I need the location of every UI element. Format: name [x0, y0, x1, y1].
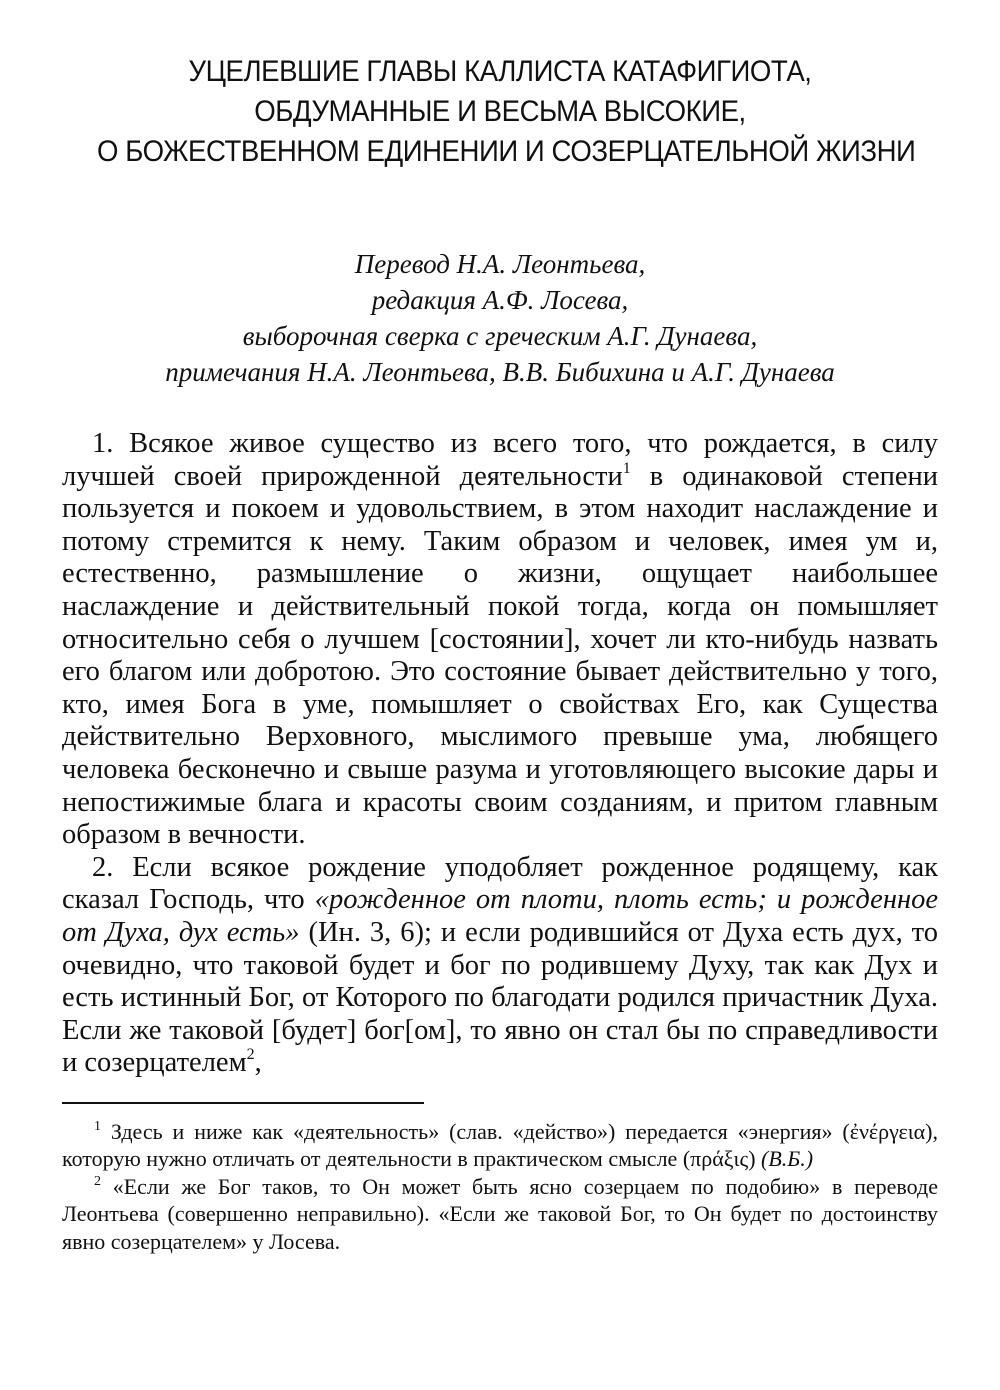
- paragraph-text: ,: [254, 1047, 262, 1079]
- credit-line: редакция А.Ф. Лосева,: [371, 285, 629, 315]
- paragraph-text: 2. Если всякое рождение уподобляет рожденное родящему, как сказал Господь, что: [62, 851, 938, 916]
- credit-line: примечания Н.А. Леонтьева, В.В. Бибихина и А.Г. Дунаева: [165, 357, 835, 387]
- main-text: [62, 428, 938, 1080]
- paragraph-text: 1. Всякое живое существо из всего того, что рождается, в силу лучшей своей прирожденной деятельности: [62, 428, 938, 492]
- footnote-text: Здесь и ниже как «деятельность» (слав. «действо») передается «энергия» (ἐνέργεια), которую нужно отличать от деятельности в практическом смысле (πράξις): [62, 1118, 938, 1172]
- credit-line: Перевод Н.А. Леонтьева,: [354, 249, 646, 279]
- footnote-reference[interactable]: 1: [622, 459, 631, 477]
- footnote-1: [62, 1118, 938, 1173]
- footnotes: [62, 1118, 938, 1256]
- footnote-author: (В.Б.): [761, 1146, 814, 1172]
- paragraph-2: [62, 852, 938, 1080]
- document-title: [97, 52, 916, 172]
- paragraph-text: (Ин. 3, 6); и если родившийся от Духа есть дух, то очевидно, что таковой будет и бог по родившему Духу, так как Дух и есть истинный Бог, от Которого по благодати родился причастник Духа. Если же таковой [будет] бог[ом], то явно он стал бы по справедливости и созерцателем: [62, 916, 939, 1079]
- footnote-number: 1: [94, 1118, 101, 1134]
- title-line: О БОЖЕСТВЕННОМ ЕДИНЕНИИ И СОЗЕРЦАТЕЛЬНОЙ ЖИЗНИ: [97, 135, 916, 168]
- title-line: ОБДУМАННЫЕ И ВЕСЬМА ВЫСОКИЕ,: [254, 95, 746, 128]
- title-line: УЦЕЛЕВШИЕ ГЛАВЫ КАЛЛИСТА КАТАФИГИОТА,: [188, 55, 812, 88]
- document-page: [62, 52, 938, 1255]
- translation-credits: [62, 246, 938, 390]
- scripture-quote: «рожденное от плоти, плоть есть; и рожденное от Духа, дух есть»: [62, 884, 938, 948]
- footnote-divider: [62, 1102, 424, 1104]
- footnote-number: 2: [94, 1173, 101, 1189]
- paragraph-text: в одинаковой степени пользуется и покоем и удовольствием, в этом находит наслаждение и потому стремится к нему. Таким образом и человек, имея ум и, естественно, размышление о жизни, ощущает наибольшее наслаждение и действительный покой тогда, когда он помышляет относительно себя о лучшем [состоянии], хочет ли кто-нибудь назвать его благом или добротою. Это состояние бывает действительно у того, кто, имея Бога в уме, помышляет о свойствах Его, как Существа действительно Верховного, мыслимого превыше ума, любящего человека бесконечно и свыше разума и уготовляющего высокие дары и непостижимые блага и красоты своим созданиям, и притом главным образом в вечности.: [62, 460, 938, 851]
- paragraph-1: [62, 428, 938, 852]
- footnote-text: «Если же Бог таков, то Он может быть ясно созерцаем по подобию» в переводе Леонтьева (совершенно неправильно). «Если же таковой Бог, то Он будет по достоинству явно созерцателем» у Лосева.: [62, 1173, 938, 1254]
- footnote-reference[interactable]: 2: [246, 1046, 255, 1064]
- footnote-2: [62, 1173, 938, 1256]
- credit-line: выборочная сверка с греческим А.Г. Дунаева,: [242, 321, 758, 351]
